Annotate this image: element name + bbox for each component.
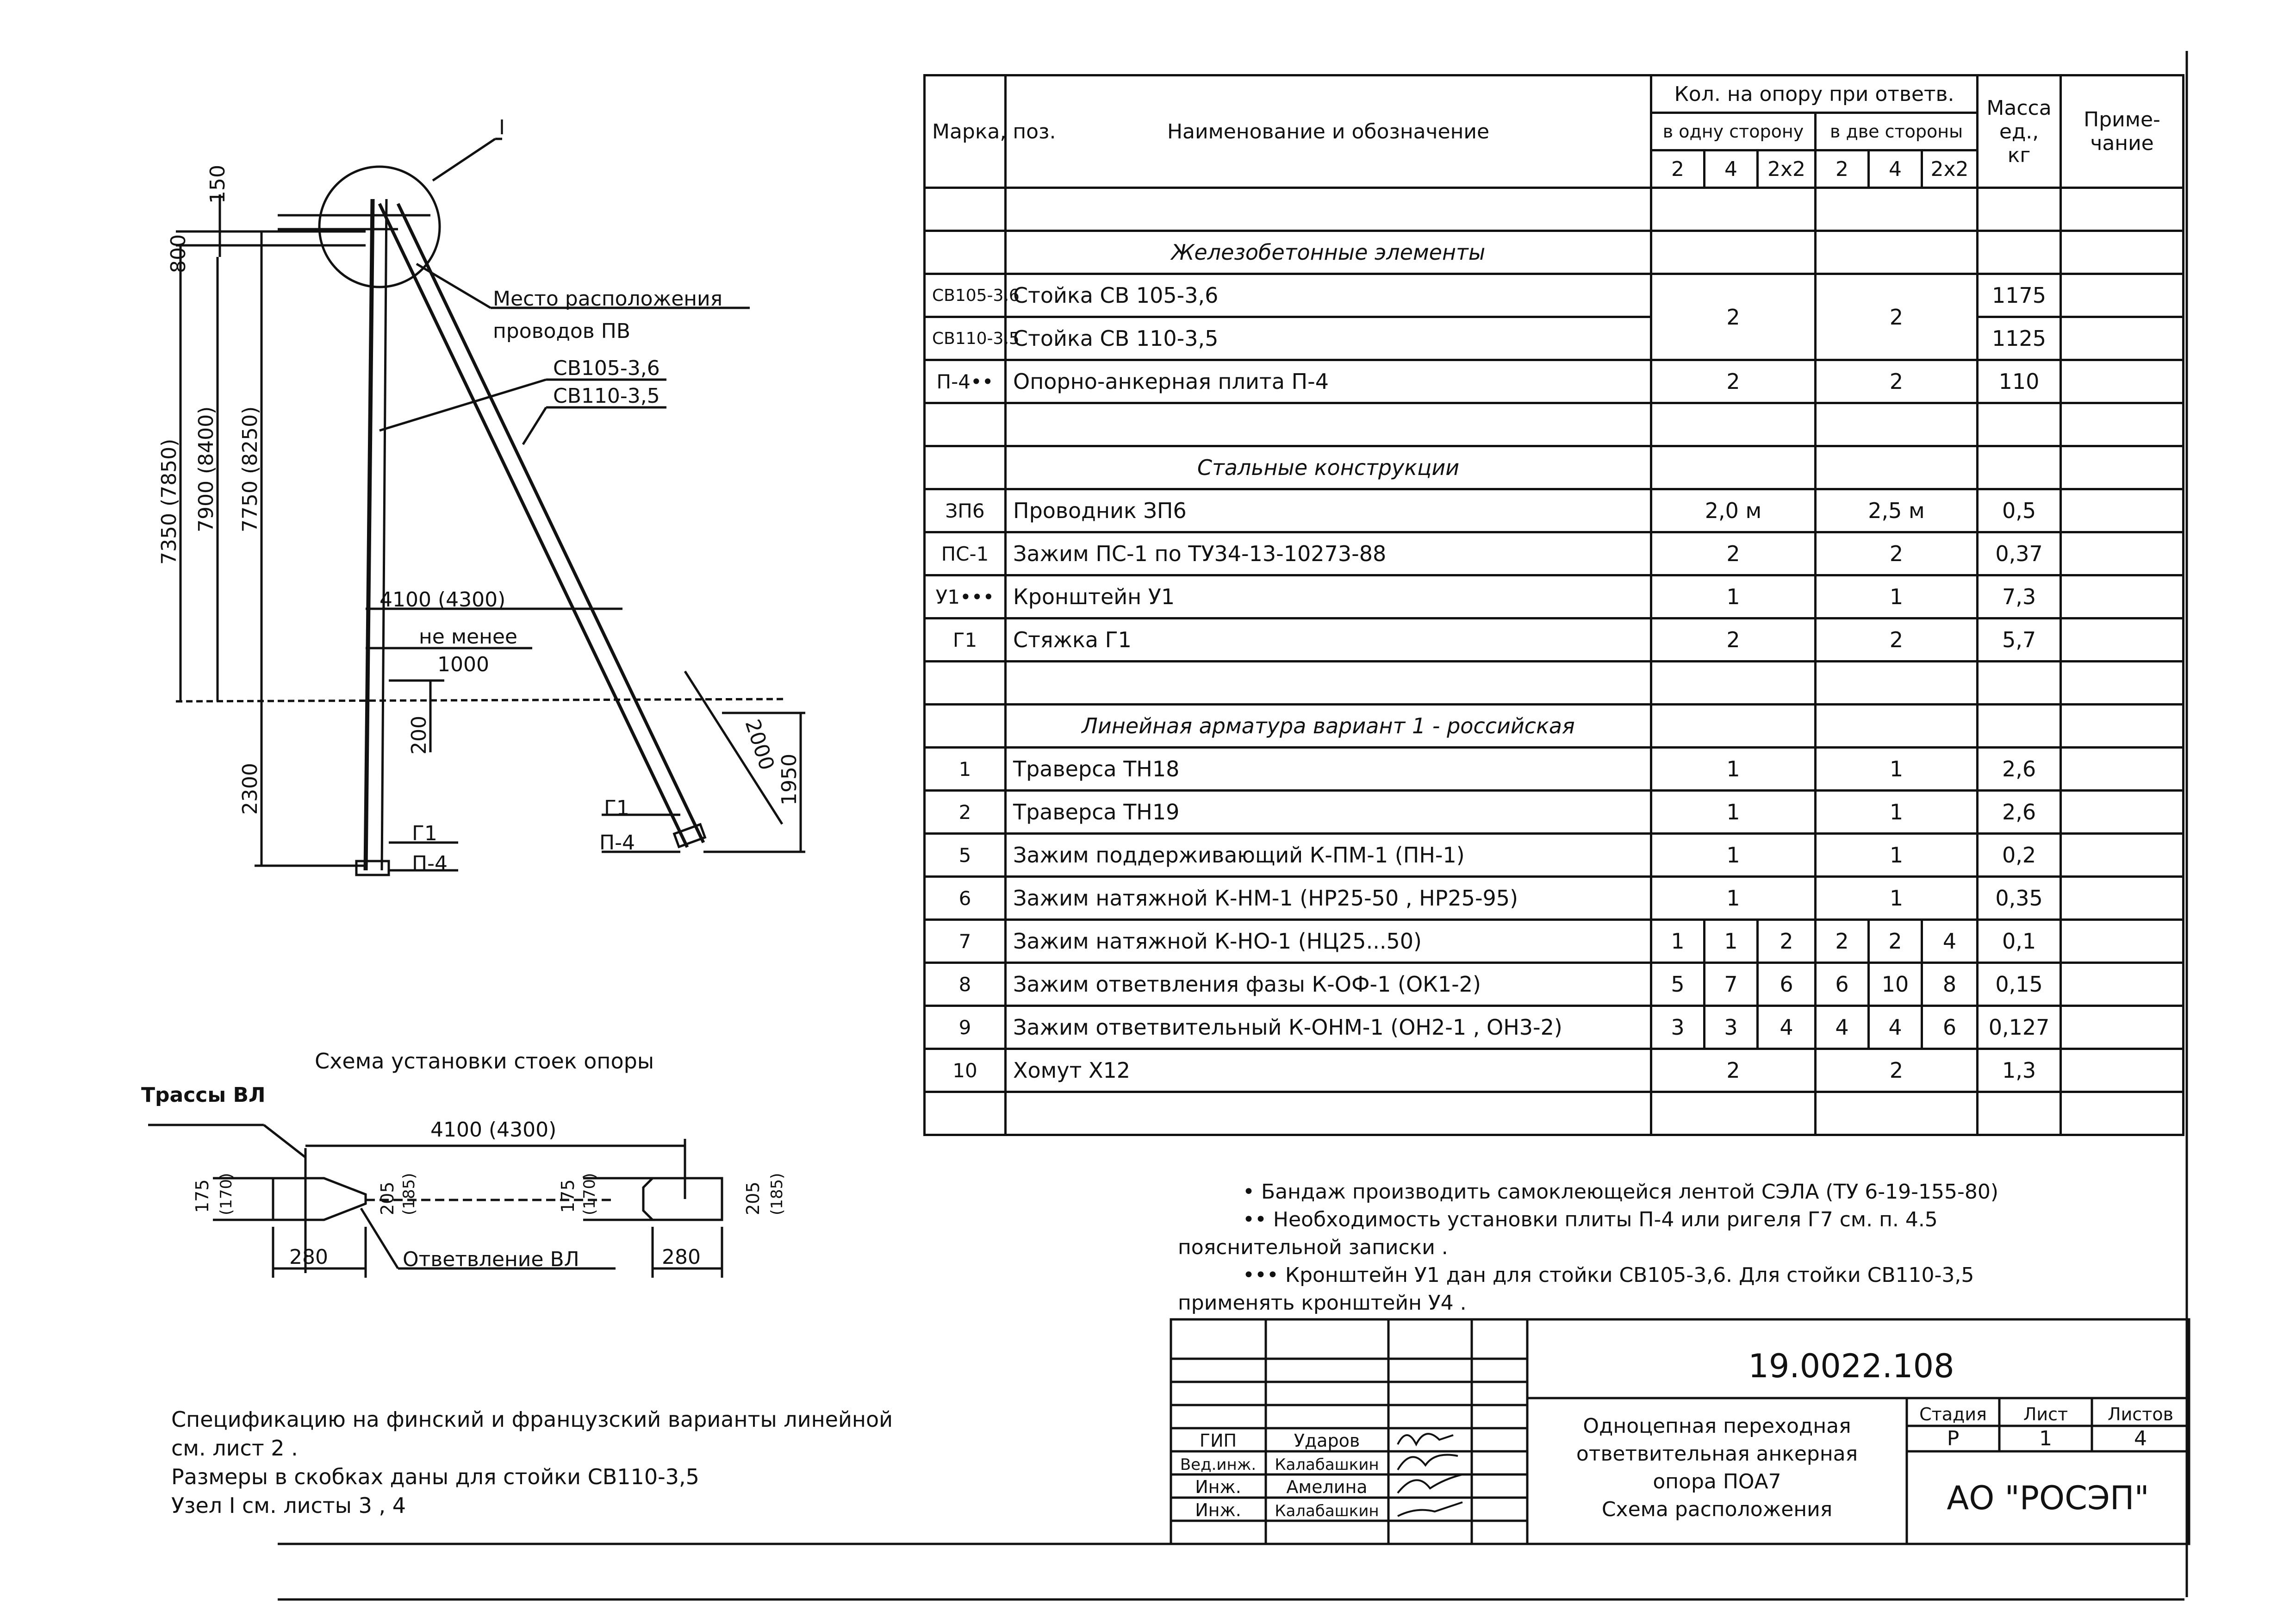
row-qty: 2 — [1758, 920, 1816, 963]
table-row — [925, 188, 2184, 231]
bottom-note-1-cont: см. лист 2 . — [171, 1436, 298, 1461]
header-sub: 4 — [1705, 150, 1758, 188]
row-name: Траверса ТН19 — [1006, 791, 1651, 834]
title-line-4: Схема расположения — [1601, 1498, 1833, 1521]
dim-min-value: 1000 — [437, 653, 489, 676]
table-row — [925, 748, 2184, 791]
header-note: Приме-чание — [2061, 75, 2184, 188]
row-mark: СВ110-3,5 — [925, 317, 1006, 360]
row-qty-two: 2 — [1816, 532, 1978, 575]
scheme-185-left: (185) — [400, 1173, 418, 1215]
row-qty: 4 — [1758, 1006, 1816, 1049]
scheme-title: Схема установки стоек опоры — [315, 1049, 654, 1074]
header-sub: 2х2 — [1922, 150, 1978, 188]
dim-7350: 7350 (7850) — [157, 438, 181, 565]
row-mass: 5,7 — [1978, 618, 2061, 662]
table-row — [925, 834, 2184, 877]
sheets-value: 4 — [2134, 1427, 2147, 1450]
dim-7900: 7900 (8400) — [194, 406, 218, 532]
row-mass: 0,1 — [1978, 920, 2061, 963]
scheme-185-right: (185) — [768, 1173, 786, 1215]
signer-name-4: Калабашкин — [1275, 1502, 1379, 1520]
row-qty-one: 2 — [1651, 532, 1816, 575]
dim-2300: 2300 — [238, 763, 262, 815]
table-row — [925, 575, 2184, 618]
table-row — [925, 532, 2184, 575]
note-3: ••• Кронштейн У1 дан для стойки СВ105-3,6. Для стойки СВ110-3,5 — [1243, 1263, 1974, 1287]
row-qty: 10 — [1869, 963, 1922, 1006]
row-qty-two: 2 — [1816, 618, 1978, 662]
ground-label-p4-left: П-4 — [412, 852, 448, 875]
header-sub: 2 — [1816, 150, 1869, 188]
header-sub: 2х2 — [1758, 150, 1816, 188]
table-row — [925, 791, 2184, 834]
table-row — [925, 274, 2184, 317]
table-row — [925, 489, 2184, 532]
wire-location-label-2: проводов ПВ — [493, 319, 630, 343]
row-qty-two: 2 — [1816, 1049, 1978, 1092]
scheme-205-right: 205 — [743, 1181, 763, 1215]
table-row — [925, 231, 2184, 274]
notes — [1178, 1178, 2103, 1317]
row-mark: П-4•• — [925, 360, 1006, 403]
row-mass: 7,3 — [1978, 575, 2061, 618]
scheme-175-right: 175 — [558, 1179, 578, 1213]
row-name: Зажим ПС-1 по ТУ34-13-10273-88 — [1006, 532, 1651, 575]
scheme-280-left: 280 — [289, 1245, 328, 1269]
row-mass: 1175 — [1978, 274, 2061, 317]
title-line-1: Одноцепная переходная — [1583, 1414, 1851, 1438]
row-name: Опорно-анкерная плита П-4 — [1006, 360, 1651, 403]
table-row — [925, 618, 2184, 662]
section-steel: Стальные конструкции — [1006, 446, 1651, 489]
scheme-branch-label: Ответвление ВЛ — [403, 1248, 579, 1271]
row-qty: 1 — [1705, 920, 1758, 963]
pole-label-2: СВ110-3,5 — [553, 384, 660, 408]
table-row — [925, 1049, 2184, 1092]
scheme-170-right: (170) — [580, 1173, 599, 1215]
row-qty-two: 1 — [1816, 748, 1978, 791]
row-mass: 0,35 — [1978, 877, 2061, 920]
scheme-170-left: (170) — [217, 1173, 236, 1215]
row-mark: Г1 — [925, 618, 1006, 662]
node-label: I — [499, 116, 505, 139]
row-mark: У1••• — [925, 575, 1006, 618]
table-row — [925, 317, 2184, 360]
row-qty-two: 1 — [1816, 834, 1978, 877]
row-name: Хомут Х12 — [1006, 1049, 1651, 1092]
row-mass: 0,5 — [1978, 489, 2061, 532]
row-qty-one: 1 — [1651, 575, 1816, 618]
doc-number: 19.0022.108 — [1748, 1347, 1954, 1385]
sheet-label: Лист — [2023, 1404, 2068, 1424]
pole-label-1: СВ105-3,6 — [553, 356, 660, 380]
header-one-side: в одну сторону — [1651, 113, 1816, 150]
row-qty: 6 — [1758, 963, 1816, 1006]
row-qty-one: 2 — [1651, 1049, 1816, 1092]
row-qty: 7 — [1705, 963, 1758, 1006]
scheme-spread: 4100 (4300) — [430, 1118, 557, 1142]
row-qty: 2 — [1869, 920, 1922, 963]
dim-spread: 4100 (4300) — [380, 588, 506, 612]
signer-role-3: Инж. — [1195, 1477, 1241, 1497]
row-qty: 8 — [1922, 963, 1978, 1006]
base-left — [356, 861, 389, 875]
row-qty-one: 2 — [1651, 274, 1816, 360]
row-qty-one: 1 — [1651, 748, 1816, 791]
row-qty: 2 — [1816, 920, 1869, 963]
header-mass: Масса ед., кг — [1978, 75, 2061, 188]
note-3-cont: применять кронштейн У4 . — [1178, 1291, 1467, 1315]
row-name: Зажим натяжной К-НМ-1 (НР25-50 , НР25-95) — [1006, 877, 1651, 920]
scheme-pole-left — [273, 1178, 366, 1220]
title-line-3: опора ПОА7 — [1653, 1470, 1781, 1493]
row-mass: 2,6 — [1978, 791, 2061, 834]
signer-role-1: ГИП — [1199, 1430, 1237, 1451]
node-circle — [319, 167, 440, 287]
row-mark: 5 — [925, 834, 1006, 877]
specification-table — [923, 74, 2184, 1136]
row-mass: 1125 — [1978, 317, 2061, 360]
note-1: • Бандаж производить самоклеющейся лентой СЭЛА (ТУ 6-19-155-80) — [1243, 1180, 1999, 1204]
row-name: Стойка СВ 110-3,5 — [1006, 317, 1651, 360]
row-name: Зажим натяжной К-НО-1 (НЦ25...50) — [1006, 920, 1651, 963]
row-qty-two: 1 — [1816, 791, 1978, 834]
signer-role-2: Вед.инж. — [1180, 1455, 1257, 1474]
row-name: Проводник ЗП6 — [1006, 489, 1651, 532]
sheet-value: 1 — [2039, 1427, 2052, 1450]
row-mark: 9 — [925, 1006, 1006, 1049]
org-name: АО "РОСЭП" — [1947, 1479, 2149, 1517]
table-row — [925, 662, 2184, 705]
row-qty-one: 2,0 м — [1651, 489, 1816, 532]
row-mark: 6 — [925, 877, 1006, 920]
row-name: Зажим ответвления фазы К-ОФ-1 (ОК1-2) — [1006, 963, 1651, 1006]
row-qty: 1 — [1651, 920, 1705, 963]
row-qty-two: 1 — [1816, 575, 1978, 618]
row-mark: 8 — [925, 963, 1006, 1006]
title-line-2: ответвительная анкерная — [1576, 1442, 1858, 1466]
row-qty: 6 — [1816, 963, 1869, 1006]
table-row — [925, 963, 2184, 1006]
table-row — [925, 403, 2184, 446]
row-qty: 4 — [1922, 920, 1978, 963]
signer-name-1: Ударов — [1294, 1430, 1360, 1451]
scheme-pole-right — [643, 1178, 722, 1220]
row-mark: 10 — [925, 1049, 1006, 1092]
table-row — [925, 1006, 2184, 1049]
row-name: Зажим поддерживающий К-ПМ-1 (ПН-1) — [1006, 834, 1651, 877]
note-2: •• Необходимость установки плиты П-4 или ригеля Г7 см. п. 4.5 — [1243, 1208, 1938, 1231]
row-qty-two: 1 — [1816, 877, 1978, 920]
header-sub: 2 — [1651, 150, 1705, 188]
row-qty-one: 2 — [1651, 360, 1816, 403]
row-mass: 0,37 — [1978, 532, 2061, 575]
dim-7750: 7750 (8250) — [238, 406, 262, 532]
ground-label-g1-left: Г1 — [412, 822, 437, 845]
row-mark: 2 — [925, 791, 1006, 834]
dim-800: 800 — [167, 234, 190, 273]
header-qty: Кол. на опору при ответв. — [1651, 75, 1978, 113]
scheme-280-right: 280 — [662, 1245, 701, 1269]
row-qty: 4 — [1869, 1006, 1922, 1049]
row-qty-one: 1 — [1651, 834, 1816, 877]
vertical-pole — [366, 199, 373, 870]
table-row — [925, 360, 2184, 403]
signer-name-2: Калабашкин — [1275, 1455, 1379, 1474]
row-name: Траверса ТН18 — [1006, 748, 1651, 791]
row-mass: 0,15 — [1978, 963, 2061, 1006]
row-qty: 5 — [1651, 963, 1705, 1006]
ground-label-p4-right: П-4 — [599, 831, 635, 855]
signer-role-4: Инж. — [1195, 1500, 1241, 1520]
header-mark: Марка, поз. — [925, 75, 1006, 188]
table-row — [925, 705, 2184, 748]
row-qty: 6 — [1922, 1006, 1978, 1049]
row-mass: 110 — [1978, 360, 2061, 403]
row-mark: ЗП6 — [925, 489, 1006, 532]
ground-label-g1-right: Г1 — [604, 796, 629, 820]
bottom-note-2: Размеры в скобках даны для стойки СВ110-3,5 — [171, 1464, 699, 1489]
bottom-note-3: Узел I см. листы 3 , 4 — [171, 1493, 406, 1518]
header-sub: 4 — [1869, 150, 1922, 188]
row-mark: 7 — [925, 920, 1006, 963]
row-mark: 1 — [925, 748, 1006, 791]
section-concrete: Железобетонные элементы — [1006, 231, 1651, 274]
row-qty-two: 2 — [1816, 274, 1978, 360]
row-mass: 0,2 — [1978, 834, 2061, 877]
row-qty: 3 — [1705, 1006, 1758, 1049]
signer-name-3: Амелина — [1286, 1477, 1368, 1497]
scheme-route-label: Трассы ВЛ — [141, 1083, 266, 1107]
dim-200: 200 — [407, 716, 431, 755]
bottom-note-1: Спецификацию на финский и французский варианты линейной — [171, 1407, 893, 1432]
row-mass: 0,127 — [1978, 1006, 2061, 1049]
row-qty-one: 2 — [1651, 618, 1816, 662]
bottom-notes — [134, 1405, 893, 1520]
sheets-label: Листов — [2108, 1404, 2173, 1424]
row-name: Стяжка Г1 — [1006, 618, 1651, 662]
wire-location-label-1: Место расположения — [493, 287, 723, 311]
table-row — [925, 920, 2184, 963]
node-leader — [433, 139, 495, 181]
note-2-cont: пояснительной записки . — [1178, 1236, 1448, 1259]
ground-line — [176, 699, 787, 701]
dim-1950: 1950 — [778, 754, 801, 806]
row-qty: 4 — [1816, 1006, 1869, 1049]
row-mark: ПС-1 — [925, 532, 1006, 575]
dim-2000: 2000 — [740, 716, 779, 773]
row-qty-one: 1 — [1651, 791, 1816, 834]
dim-top: 150 — [206, 165, 230, 204]
row-qty-two: 2,5 м — [1816, 489, 1978, 532]
row-mark: СВ105-3,6 — [925, 274, 1006, 317]
stage-value: Р — [1947, 1427, 1960, 1450]
row-name: Зажим ответвительный К-ОНМ-1 (ОН2-1 , ОН3-2) — [1006, 1006, 1651, 1049]
table-row — [925, 446, 2184, 489]
stage-label: Стадия — [1919, 1404, 1987, 1424]
section-fittings: Линейная арматура вариант 1 - российская — [1006, 705, 1651, 748]
header-two-sides: в две стороны — [1816, 113, 1978, 150]
table-row — [925, 1092, 2184, 1135]
dim-min-label: не менее — [419, 625, 517, 649]
scheme-205-left: 205 — [377, 1181, 398, 1215]
row-mass: 2,6 — [1978, 748, 2061, 791]
row-mass: 1,3 — [1978, 1049, 2061, 1092]
row-name: Кронштейн У1 — [1006, 575, 1651, 618]
scheme-175-left: 175 — [192, 1179, 212, 1213]
row-qty-two: 2 — [1816, 360, 1978, 403]
header-name: Наименование и обозначение — [1006, 75, 1651, 188]
row-qty-one: 1 — [1651, 877, 1816, 920]
row-name: Стойка СВ 105-3,6 — [1006, 274, 1651, 317]
table-row — [925, 877, 2184, 920]
row-qty: 3 — [1651, 1006, 1705, 1049]
